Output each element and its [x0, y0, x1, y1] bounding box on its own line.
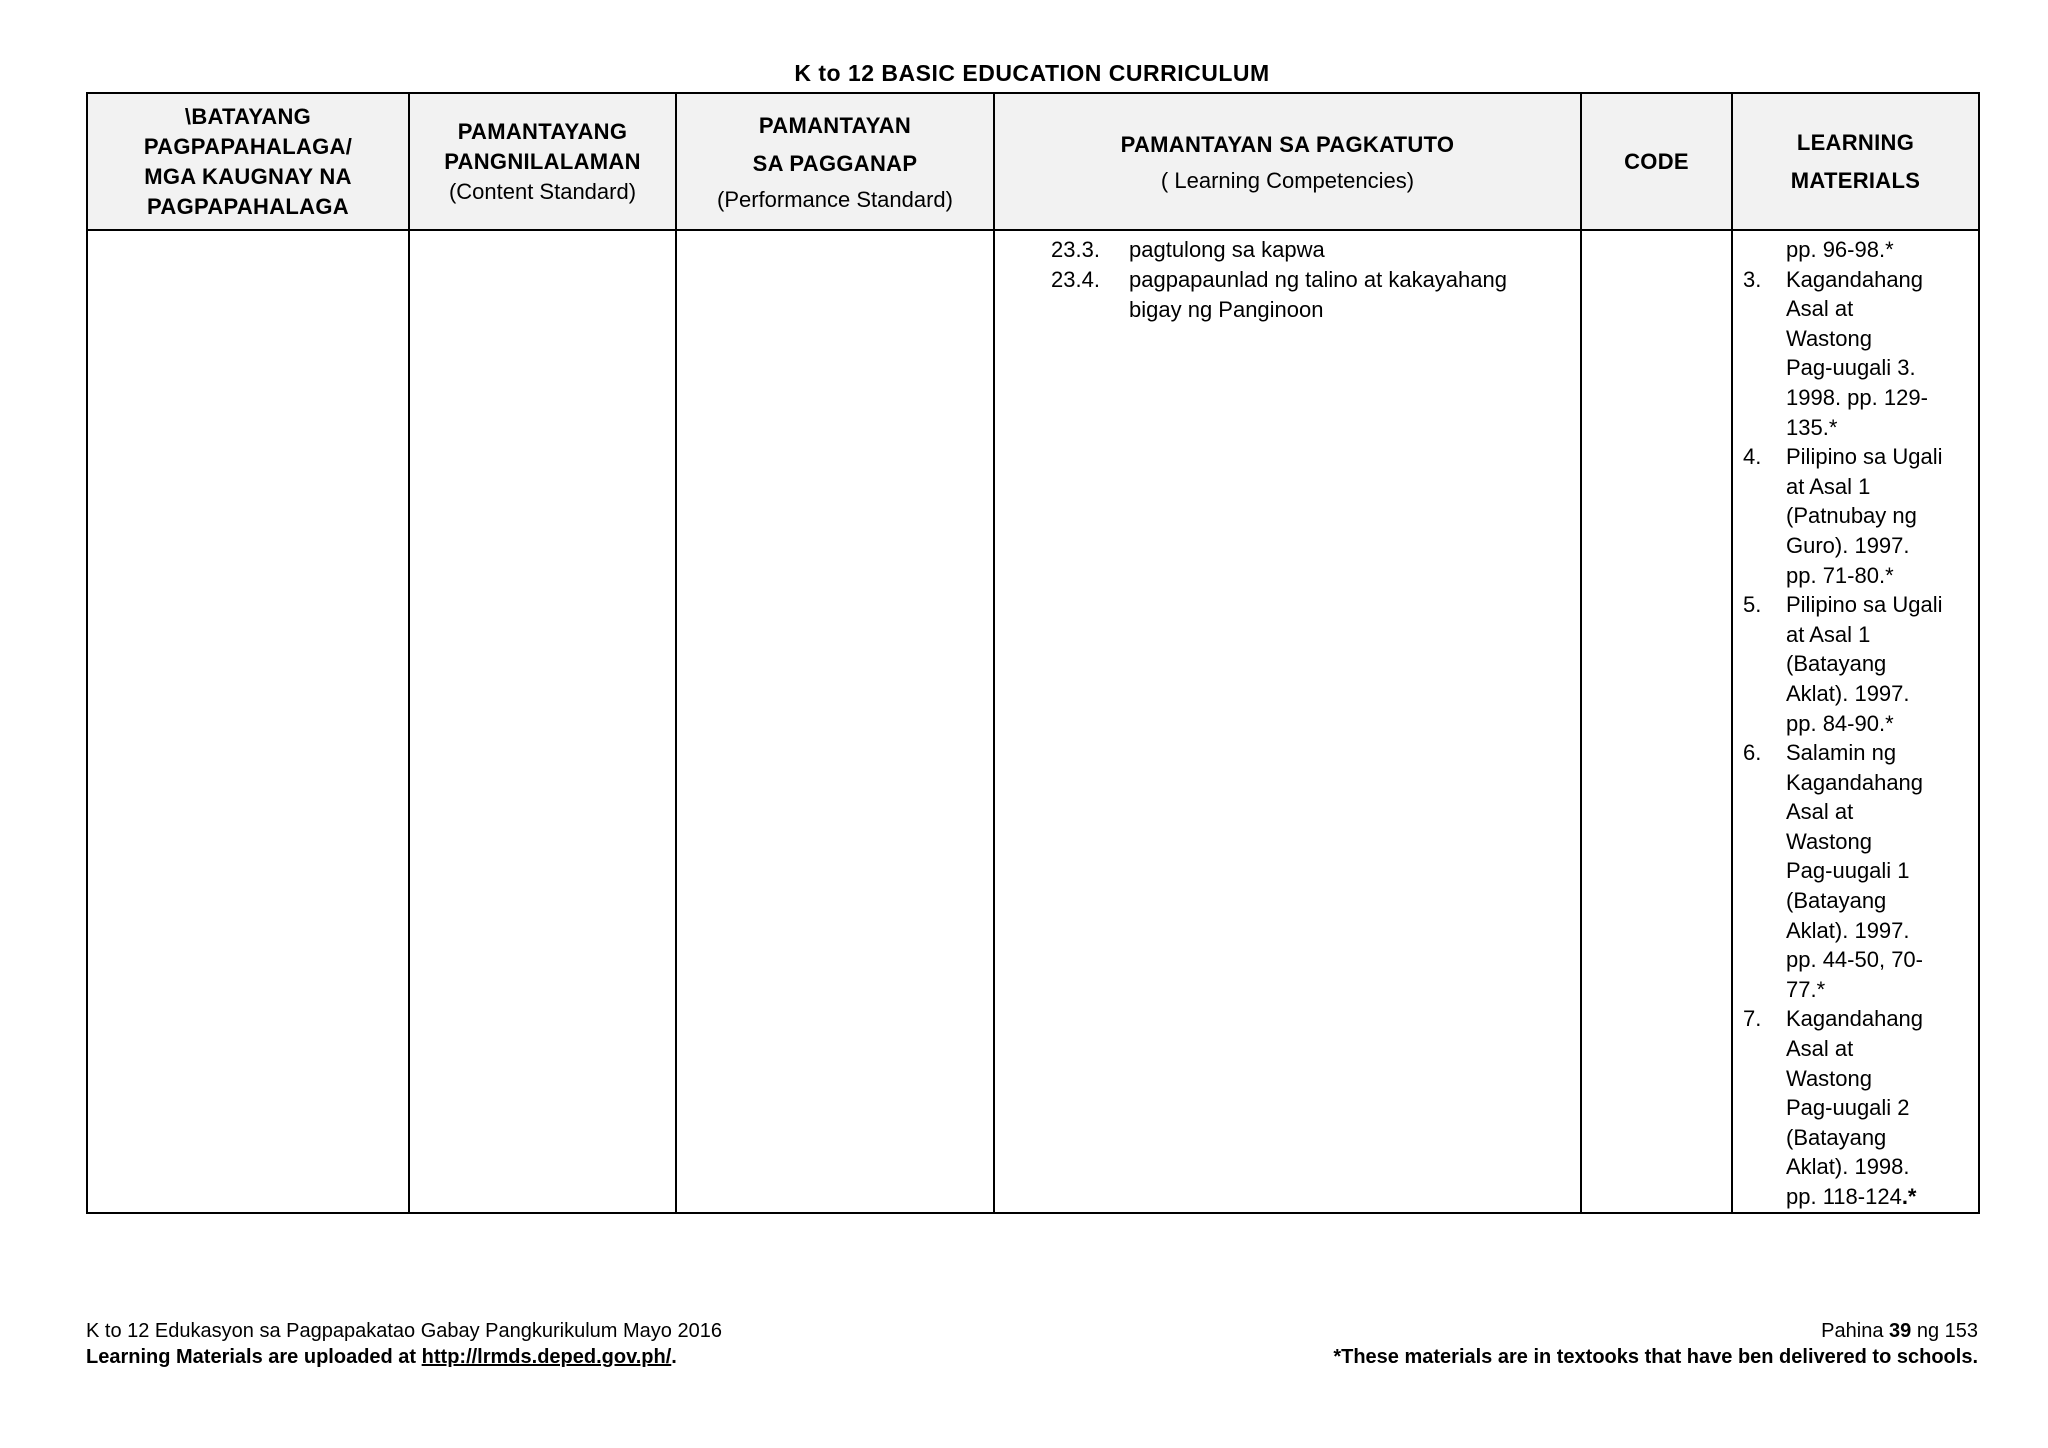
- material-item: [1733, 265, 1978, 443]
- header-batayang-pagpapahalaga: \BATAYANG PAGPAPAHALAGA/ MGA KAUGNAY NA PAGPAPAHALAGA: [87, 93, 409, 230]
- table-row: [87, 230, 1979, 1213]
- competency-number: 23.3.: [1051, 237, 1100, 262]
- cell-learning-materials: [1732, 230, 1979, 1213]
- header-row: [87, 93, 1979, 230]
- material-line: pp. 44-50, 70-: [1786, 947, 1923, 973]
- material-line: Aklat). 1998.: [1786, 1154, 1910, 1180]
- material-line: Asal at: [1786, 799, 1854, 825]
- material-item: [1733, 738, 1978, 1004]
- material-line: Aklat). 1997.: [1786, 917, 1910, 943]
- material-line: Kagandahang: [1786, 769, 1924, 795]
- competency-text: [1129, 265, 1580, 325]
- material-number: 6.: [1743, 740, 1762, 766]
- material-line: Aklat). 1997.: [1786, 680, 1910, 706]
- footer-right: [1333, 1318, 1978, 1370]
- materials-last-line: pp. 118-124.*: [1786, 1184, 1917, 1209]
- material-number: 7.: [1743, 1006, 1762, 1032]
- material-text: [1786, 265, 1978, 443]
- material-item: [1733, 590, 1978, 738]
- material-line: (Batayang: [1786, 888, 1887, 914]
- page-number: Pahina 39 ng 153: [1821, 1320, 1978, 1342]
- material-line: pp. 71-80.*: [1786, 562, 1894, 588]
- header-performance-standard: PAMANTAYAN SA PAGGANAP (Performance Standard): [676, 93, 994, 230]
- material-line: Pag-uugali 3.: [1786, 355, 1916, 381]
- material-line: (Batayang: [1786, 1124, 1887, 1150]
- competency-item: [995, 235, 1580, 265]
- material-line: 1998. pp. 129-: [1786, 384, 1928, 410]
- cell-performance-standard: [676, 230, 994, 1213]
- material-text: [1786, 738, 1978, 1004]
- competency-line: bigay ng Panginoon: [1129, 297, 1324, 322]
- material-line: 77.*: [1786, 976, 1826, 1002]
- material-number: 5.: [1743, 592, 1762, 618]
- competency-list: [995, 231, 1580, 325]
- materials-continued: pp. 96-98.*: [1786, 237, 1894, 262]
- cell-learning-competencies: [994, 230, 1581, 1213]
- material-line: Pag-uugali 2: [1786, 1095, 1910, 1121]
- lrmds-link[interactable]: http://lrmds.deped.gov.ph/: [421, 1346, 672, 1368]
- cell-batayang-pagpapahalaga: [87, 230, 409, 1213]
- material-text: [1786, 590, 1978, 738]
- header-code: CODE: [1581, 93, 1732, 230]
- competency-number: 23.4.: [1051, 267, 1100, 292]
- cell-content-standard: [409, 230, 676, 1213]
- material-line: Kagandahang: [1786, 266, 1924, 292]
- material-line: Pag-uugali 1: [1786, 858, 1910, 884]
- material-line: Asal at: [1786, 1036, 1854, 1062]
- material-text: [1786, 1004, 1978, 1182]
- header-content-standard: PAMANTAYANG PANGNILALAMAN (Content Standard): [409, 93, 676, 230]
- competency-text: [1129, 235, 1580, 265]
- header-learning-competencies: PAMANTAYAN SA PAGKATUTO ( Learning Competencies): [994, 93, 1581, 230]
- material-line: at Asal 1: [1786, 473, 1871, 499]
- material-item: [1733, 1004, 1978, 1182]
- document-title: K to 12 BASIC EDUCATION CURRICULUM: [794, 60, 1270, 86]
- material-line: at Asal 1: [1786, 621, 1871, 647]
- competency-line: pagtulong sa kapwa: [1129, 237, 1325, 262]
- material-line: Asal at: [1786, 296, 1854, 322]
- footer-textbook-note: *These materials are in textooks that have ben delivered to schools.: [1333, 1346, 1978, 1368]
- material-line: 135.*: [1786, 414, 1838, 440]
- materials-list: [1733, 231, 1978, 1212]
- material-line: (Patnubay ng: [1786, 503, 1917, 529]
- material-line: Pilipino sa Ugali: [1786, 592, 1943, 618]
- material-line: Wastong: [1786, 1065, 1873, 1091]
- material-line: Pilipino sa Ugali: [1786, 444, 1943, 470]
- material-line: (Batayang: [1786, 651, 1887, 677]
- header-learning-materials: LEARNING MATERIALS: [1732, 93, 1979, 230]
- material-line: Kagandahang: [1786, 1006, 1924, 1032]
- material-line: Wastong: [1786, 325, 1873, 351]
- material-number: 4.: [1743, 444, 1762, 470]
- material-line: pp. 84-90.*: [1786, 710, 1894, 736]
- footer-materials-note: Learning Materials are uploaded at http://lrmds.deped.gov.ph/.: [86, 1346, 677, 1368]
- material-text: [1786, 442, 1978, 590]
- cell-code: [1581, 230, 1732, 1213]
- material-line: Salamin ng: [1786, 740, 1897, 766]
- competency-line: pagpapaunlad ng talino at kakayahang: [1129, 267, 1507, 292]
- footer-guide-title: K to 12 Edukasyon sa Pagpapakatao Gabay Pangkurikulum Mayo 2016: [86, 1320, 722, 1342]
- competency-item: [995, 265, 1580, 325]
- curriculum-table: [86, 92, 1980, 1214]
- material-number: 3.: [1743, 266, 1762, 292]
- footer-left: [86, 1318, 722, 1370]
- material-line: Wastong: [1786, 828, 1873, 854]
- material-line: Guro). 1997.: [1786, 532, 1910, 558]
- material-item: [1733, 442, 1978, 590]
